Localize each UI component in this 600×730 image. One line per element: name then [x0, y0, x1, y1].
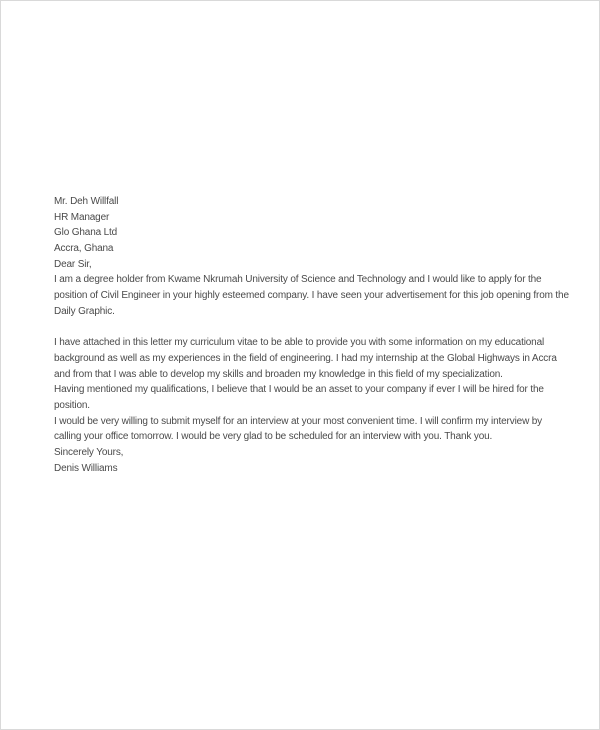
paragraph-line: I am a degree holder from Kwame Nkrumah University of Science and Technology and I would like to apply for the: [54, 274, 542, 286]
paragraph-line: I have attached in this letter my curriculum vitae to be able to provide you with some information on my educational: [54, 337, 545, 349]
paragraph-line: calling your office tomorrow. I would be very glad to be scheduled for an interview with you. Thank you.: [54, 431, 493, 443]
cover-letter: [54, 194, 569, 476]
salutation: Dear Sir,: [54, 258, 92, 270]
recipient-title: HR Manager: [54, 211, 110, 223]
recipient-location: Accra, Ghana: [54, 243, 114, 255]
closing: Sincerely Yours,: [54, 447, 124, 458]
paragraph-line: background as well as my experiences in the field of engineering. I had my internship at the Global Highways in Accra: [54, 352, 557, 364]
recipient-company: Glo Ghana Ltd: [54, 227, 118, 239]
paragraph-line: and from that I was able to develop my skills and broaden my knowledge in this field of my specialization.: [54, 368, 503, 380]
recipient-name: Mr. Deh Willfall: [54, 196, 119, 207]
signature: Denis Williams: [54, 462, 118, 474]
paragraph-line: position.: [54, 399, 90, 411]
paragraph-line: Having mentioned my qualifications, I believe that I would be an asset to your company if ever I will be hired for the: [54, 384, 544, 396]
paragraph-line: Daily Graphic.: [54, 305, 115, 317]
paragraph-line: position of Civil Engineer in your highly esteemed company. I have seen your advertisement for this job opening from the: [54, 290, 569, 302]
paragraph-line: I would be very willing to submit myself for an interview at your most convenient time. I will confirm my interview by: [54, 415, 543, 427]
